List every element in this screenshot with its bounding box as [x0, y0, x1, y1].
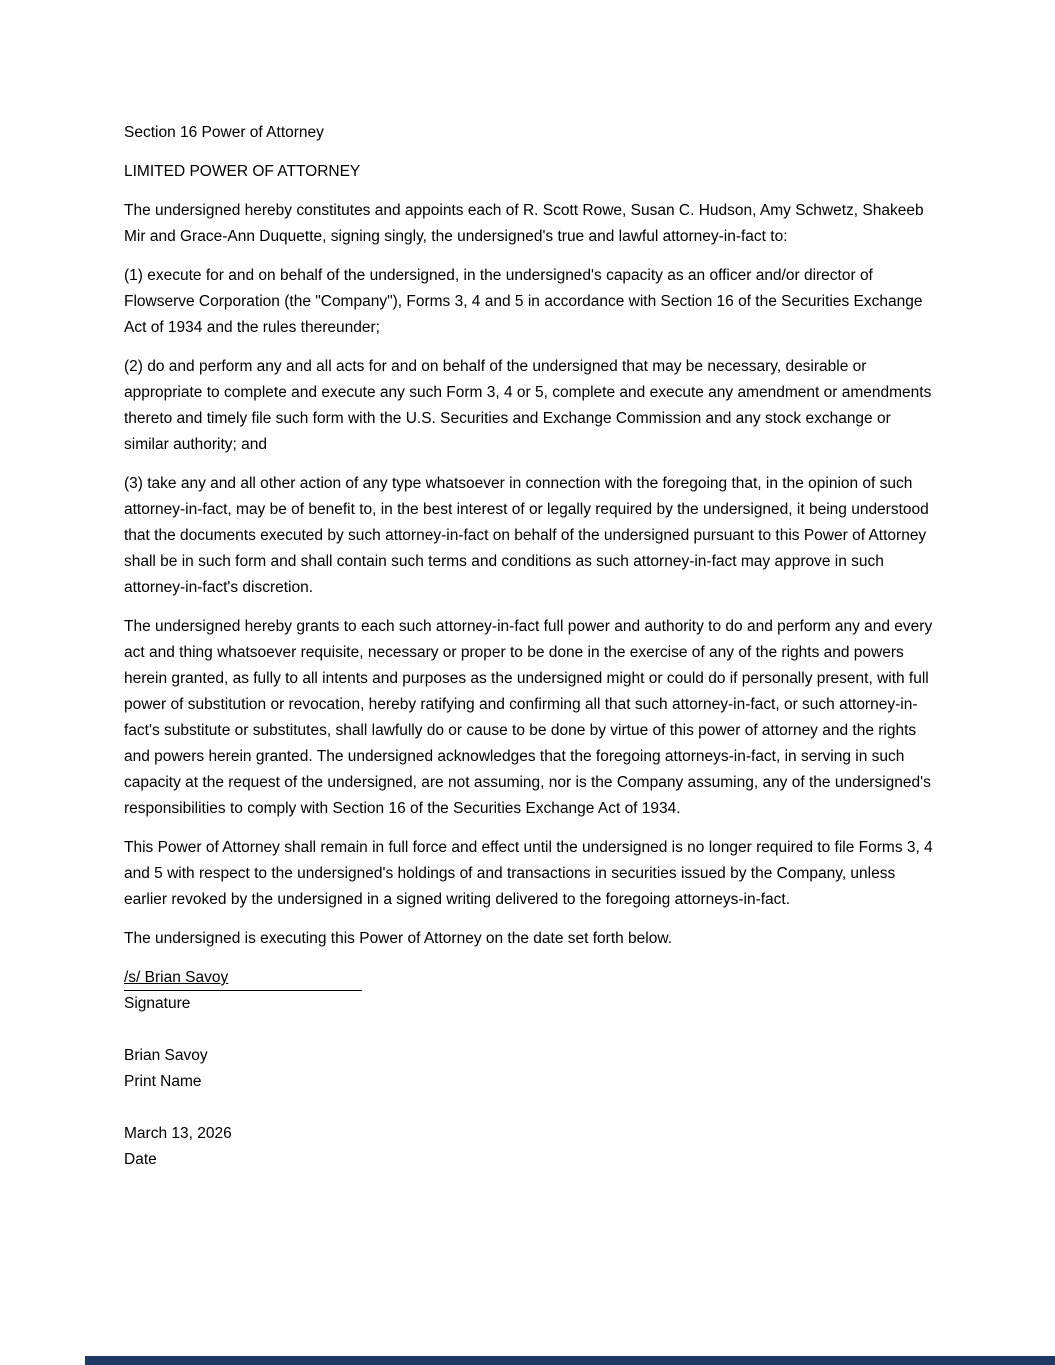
- paragraph-clause-1: (1) execute for and on behalf of the undersigned, in the undersigned's capacity as an officer and/or director of Flowserve Corporation (the "Company"), Forms 3, 4 and 5 in accordance with Section 16 of the Securities Exchange Act of 1934 and the rules thereunder;: [124, 267, 923, 336]
- document-heading: LIMITED POWER OF ATTORNEY: [124, 163, 361, 180]
- document-content: [124, 120, 934, 1173]
- date-value: March 13, 2026: [124, 1125, 232, 1142]
- signature-label: Signature: [124, 995, 191, 1012]
- paragraph-clause-3: (3) take any and all other action of any type whatsoever in connection with the foregoing that, in the opinion of such attorney-in-fact, may be of benefit to, in the best interest of or legally required by the undersigned, it being understood that the documents executed by such attorney-in-fact on behalf of the undersigned pursuant to this Power of Attorney shall be in such form and shall contain such terms and conditions as such attorney-in-fact may approve in such attorney-in-fact's discretion.: [124, 475, 929, 596]
- signature-line: [124, 965, 934, 991]
- signature-block: [124, 965, 934, 1173]
- paragraph-grant-of-power: The undersigned hereby grants to each such attorney-in-fact full power and authority to do and perform any and every act and thing whatsoever requisite, necessary or proper to be done in the exercise of any of the rights and powers herein granted, as fully to all intents and purposes as the undersigned might or could do if personally present, with full power of substitution or revocation, hereby ratifying and confirming all that such attorney-in-fact, or such attorney-in-fact's substitute or substitutes, shall lawfully do or cause to be done by virtue of this power of attorney and the rights and powers herein granted. The undersigned acknowledges that the foregoing attorneys-in-fact, in serving in such capacity at the request of the undersigned, are not assuming, nor is the Company assuming, any of the undersigned's responsibilities to comply with Section 16 of the Securities Exchange Act of 1934.: [124, 618, 933, 817]
- paragraph-execution: The undersigned is executing this Power of Attorney on the date set forth below.: [124, 930, 673, 947]
- print-name-value: Brian Savoy: [124, 1047, 208, 1064]
- paragraph-clause-2: (2) do and perform any and all acts for and on behalf of the undersigned that may be necessary, desirable or appropriate to complete and execute any such Form 3, 4 or 5, complete and execute any amendment or amendments thereto and timely file such form with the U.S. Securities and Exchange Commission and any stock exchange or similar authority; and: [124, 358, 932, 453]
- document-title: Section 16 Power of Attorney: [124, 124, 324, 141]
- page-bottom-bar: [85, 1356, 1055, 1365]
- paragraph-appointment: The undersigned hereby constitutes and appoints each of R. Scott Rowe, Susan C. Hudson, Amy Schwetz, Shakeeb Mir and Grace-Ann Duquette, signing singly, the undersigned's true and lawful attorney-in-fact to:: [124, 202, 924, 245]
- date-label: Date: [124, 1151, 157, 1168]
- paragraph-duration: This Power of Attorney shall remain in full force and effect until the undersigned is no longer required to file Forms 3, 4 and 5 with respect to the undersigned's holdings of and transactions in securities issued by the Company, unless earlier revoked by the undersigned in a signed writing delivered to the foregoing attorneys-in-fact.: [124, 839, 933, 908]
- signature-value: /s/ Brian Savoy: [124, 966, 362, 991]
- date-spacer: [124, 1095, 934, 1121]
- signature-spacer: [124, 1017, 934, 1043]
- print-name-label: Print Name: [124, 1073, 202, 1090]
